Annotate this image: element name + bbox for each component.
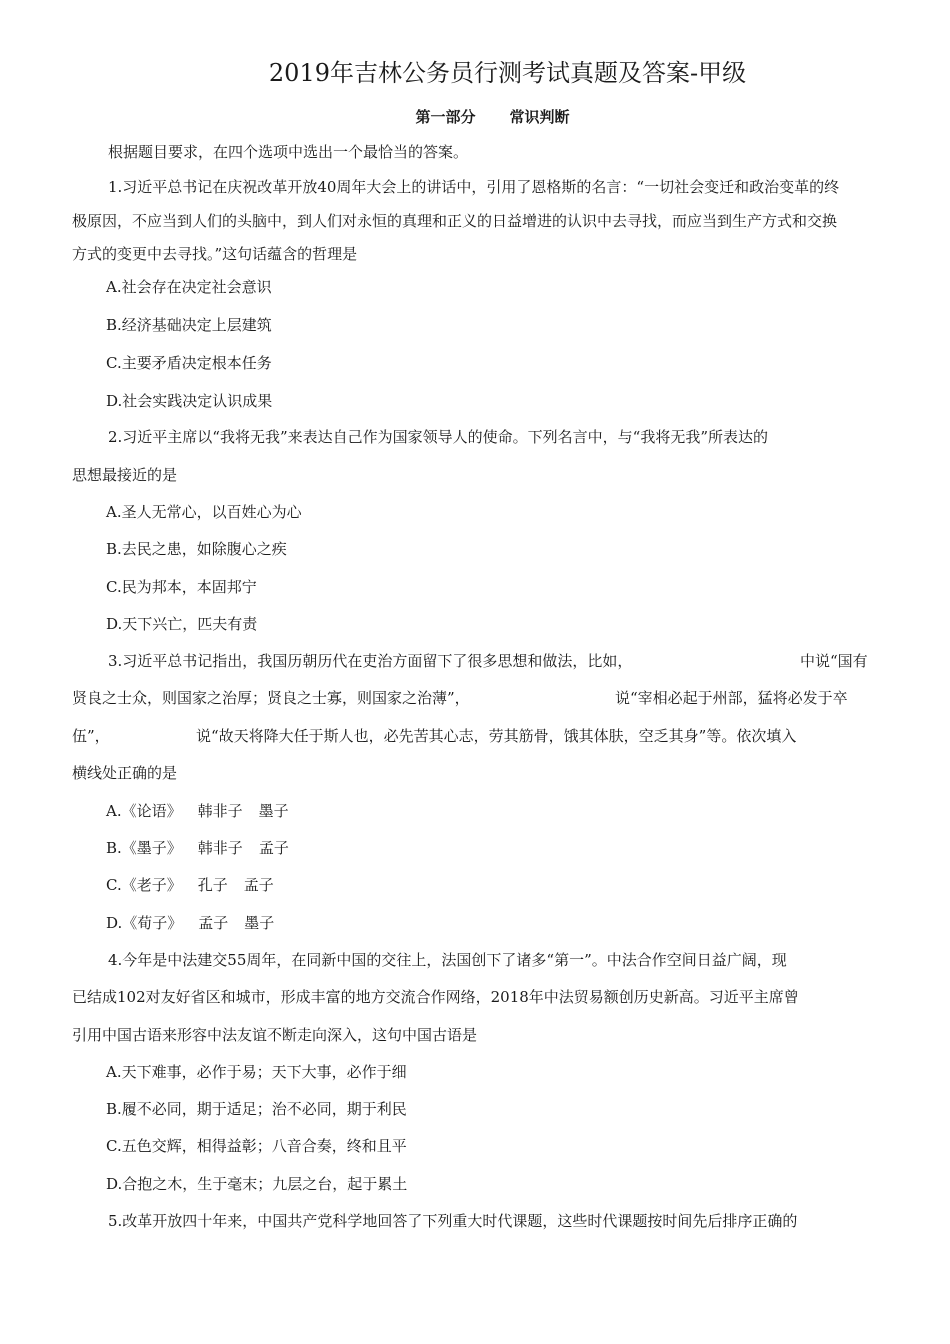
- q3-stem-line-2-a: 贤良之士众，则国家之治厚；贤良之士寡，则国家之治薄”，: [72, 689, 470, 707]
- q4-stem-line-1: 4.今年是中法建交55周年，在同新中国的交往上，法国创下了诸多“第一”。中法合作空间日益广阔，现: [108, 951, 787, 969]
- q4-option-c: C.五色交辉，相得益彰；八音合奏，终和且平: [106, 1137, 407, 1155]
- q4-option-b: B.履不必同，期于适足；治不必同，期于利民: [106, 1100, 407, 1118]
- q3-option-b: [106, 838, 289, 858]
- section-name: 常识判断: [509, 108, 570, 126]
- q3-stem-line-4: 横线处正确的是: [72, 764, 178, 782]
- q1-option-b: B.经济基础决定上层建筑: [106, 316, 272, 334]
- q3-option-a: [106, 801, 289, 821]
- q2-stem-line-1: 2.习近平主席以“我将无我”来表达自己作为国家领导人的使命。下列名言中，与“我将无我”所表达的: [108, 428, 768, 446]
- section-heading: [0, 107, 950, 127]
- q1-option-d: D.社会实践决定认识成果: [106, 392, 273, 410]
- q4-option-d: D.合抱之木，生于毫末；九层之台，起于累土: [106, 1175, 408, 1193]
- q3-option-d-item-1: 孟子: [198, 914, 229, 932]
- q2-option-d: D.天下兴亡，匹夫有责: [106, 615, 258, 633]
- q3-option-a-item-2: 墨子: [258, 802, 289, 820]
- q3-stem-line-2-b: 说“宰相必起于州部，猛将必发于卒: [615, 689, 848, 707]
- q3-option-c-label: C.《老子》: [106, 876, 182, 894]
- q3-stem-line-3-b: 说“故天将降大任于斯人也，必先苦其心志，劳其筋骨，饿其体肤，空乏其身”等。依次填入: [196, 727, 797, 745]
- q5-stem-line-1: 5.改革开放四十年来，中国共产党科学地回答了下列重大时代课题，这些时代课题按时间先后排序正确的: [108, 1212, 798, 1230]
- q3-option-c-item-1: 孔子: [197, 876, 228, 894]
- q2-option-b: B.去民之患，如除腹心之疾: [106, 540, 287, 558]
- q3-stem-line-1-b: 中说“国有: [800, 652, 868, 670]
- instruction-text: 根据题目要求，在四个选项中选出一个最恰当的答案。: [108, 143, 469, 161]
- q3-option-d: [106, 913, 274, 933]
- q3-option-a-item-1: 韩非子: [197, 802, 243, 820]
- q1-option-c: C.主要矛盾决定根本任务: [106, 354, 272, 372]
- q1-stem-line-3: 方式的变更中去寻找。”这句话蕴含的哲理是: [72, 245, 358, 263]
- q3-stem-line-3-a: 伍”，: [72, 727, 110, 745]
- q2-stem-line-2: 思想最接近的是: [72, 466, 178, 484]
- page-title: 2019年吉林公务员行测考试真题及答案-甲级: [268, 59, 747, 87]
- q3-option-b-label: B.《墨子》: [106, 839, 182, 857]
- q3-option-a-label: A.《论语》: [106, 802, 182, 820]
- q3-option-d-item-2: 墨子: [244, 914, 275, 932]
- q3-option-c-item-2: 孟子: [243, 876, 274, 894]
- q4-option-a: A.天下难事，必作于易；天下大事，必作于细: [106, 1063, 407, 1081]
- q3-option-d-label: D.《荀子》: [106, 914, 183, 932]
- q2-option-c: C.民为邦本，本固邦宁: [106, 578, 257, 596]
- q3-stem-line-1-a: 3.习近平总书记指出，我国历朝历代在吏治方面留下了很多思想和做法，比如，: [108, 652, 633, 670]
- q4-stem-line-2: 已结成102对友好省区和城市，形成丰富的地方交流合作网络，2018年中法贸易额创历史新高。习近平主席曾: [72, 988, 799, 1006]
- q1-option-a: A.社会存在决定社会意识: [106, 278, 272, 296]
- q3-option-c: [106, 875, 274, 895]
- q3-option-b-item-1: 韩非子: [197, 839, 243, 857]
- q2-option-a: A.圣人无常心，以百姓心为心: [106, 503, 302, 521]
- section-part: 第一部分: [415, 108, 476, 126]
- q4-stem-line-3: 引用中国古语来形容中法友谊不断走向深入，这句中国古语是: [72, 1026, 478, 1044]
- q1-stem-line-1: 1.习近平总书记在庆祝改革开放40周年大会上的讲话中，引用了恩格斯的名言：“一切社会变迁和政治变革的终: [108, 178, 840, 196]
- q1-stem-line-2: 极原因，不应当到人们的头脑中，到人们对永恒的真理和正义的日益增进的认识中去寻找，而应当到生产方式和交换: [72, 212, 838, 230]
- q3-option-b-item-2: 孟子: [258, 839, 289, 857]
